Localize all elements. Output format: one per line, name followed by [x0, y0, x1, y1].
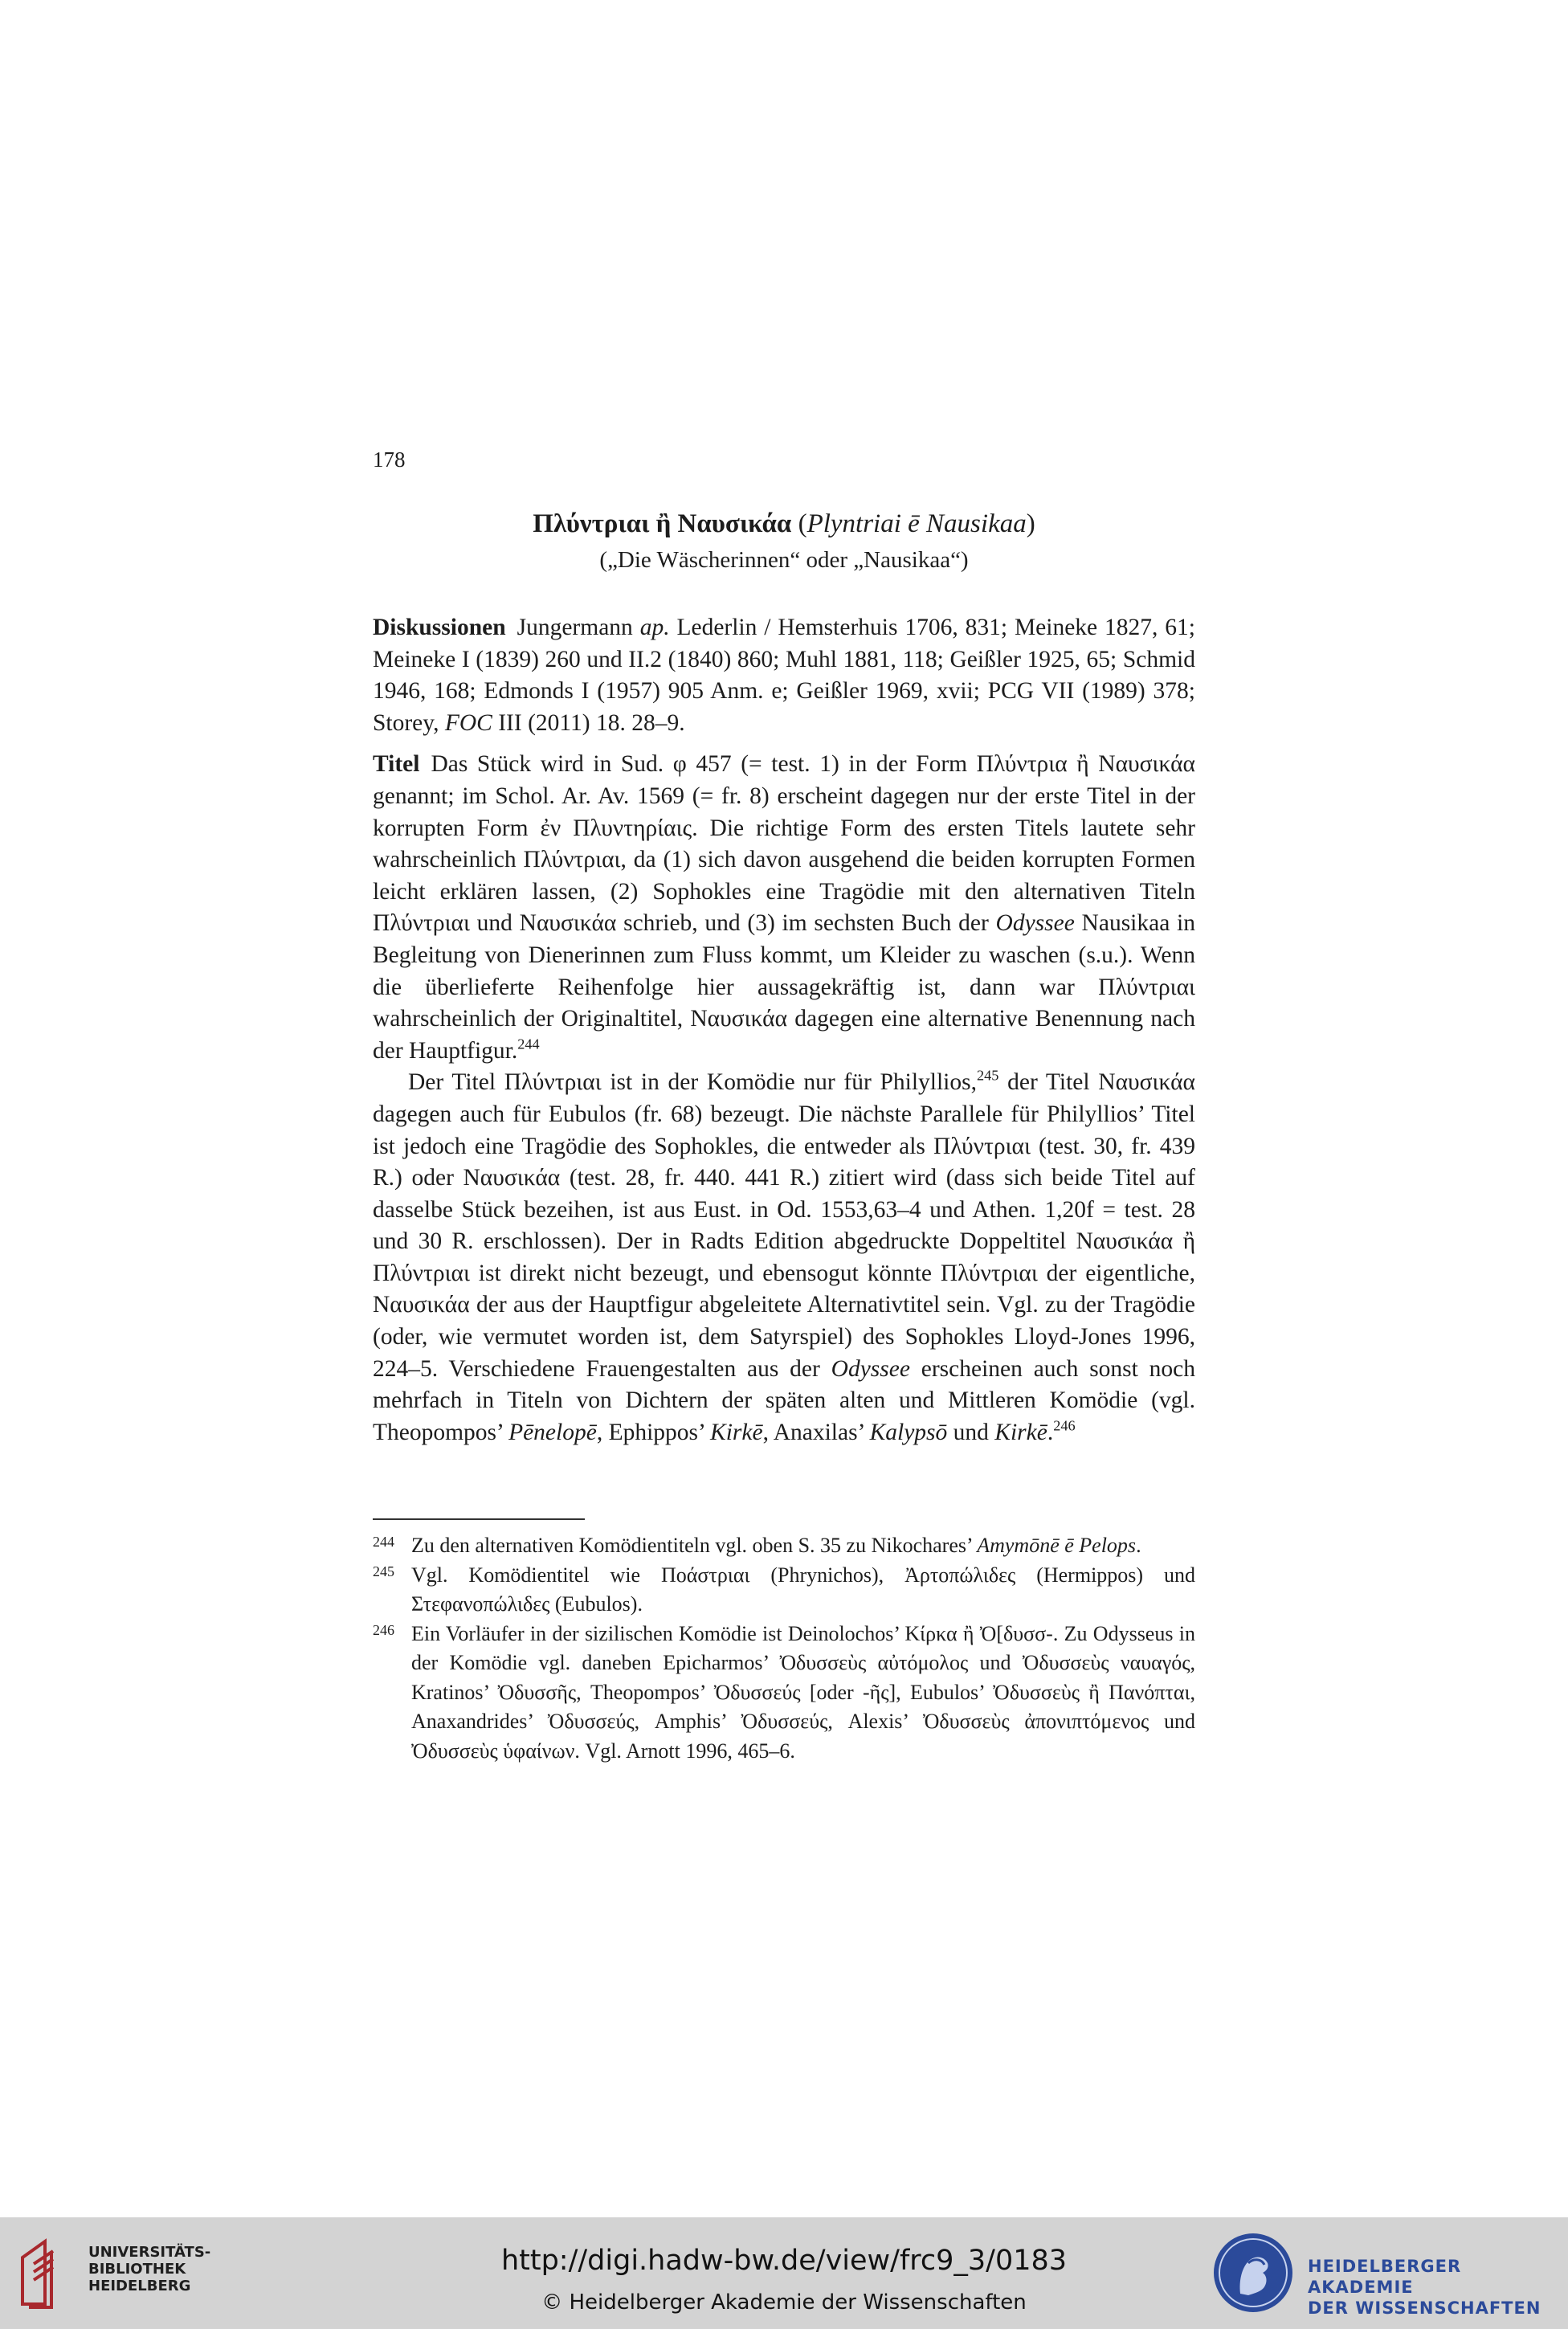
text-run: . — [1136, 1534, 1141, 1557]
text-run: Lederlin / Hemsterhuis 1706, 831; Meineke 1827, 61; Meineke I (1839) 260 und II.2 (1840) 860; Muhl 1881, 118; Geißler 1925, 65; Schmid 1946, 168; Edmonds I (1957) 905 Anm. e; Geißler 1969, xvii; PCG VII (1989) 378; Storey, — [373, 615, 1195, 736]
text-run: . — [1047, 1419, 1054, 1445]
italic-run: FOC — [444, 709, 492, 736]
page-number: 178 — [373, 447, 406, 472]
footnote-number: 245 — [373, 1563, 394, 1579]
italic-run: Odyssee — [995, 910, 1075, 937]
text-run: der Titel Ναυσικάα dagegen auch für Eubulos (fr. 68) bezeugt. Die nächste Parallele für Philyllios’ Titel ist jedoch eine Tragödie des Sophokles, die entweder als Πλύντριαι (test. 30, fr. 439 R.) oder Ναυσικάα (test. 28, fr. 440. 441 R.) zitiert wird (dass sich beide Titel auf dasselbe Stück bezeihen, ist aus Eust. in Od. 1553,63–4 und Athen. 1,20f = test. 28 und 30 R. erschlossen). Der in Radts Edition abgedruckte Doppeltitel Ναυσικάα ἢ Πλύντριαι ist direkt nicht bezeugt, und ebensogut könnte Πλύντριαι der eigentliche, Ναυσικάα der aus der Hauptfigur abgeleitete Alternativtitel sein. Vgl. zu der Tragödie (oder, wie vermutet worden ist, dem Satyrspiel) des Sophokles Lloyd-Jones 1996, 224–5. Verschiedene Frauengestalten aus der — [373, 1069, 1195, 1382]
footnote-ref-246[interactable]: 246 — [1053, 1417, 1076, 1434]
text-run: Nausikaa in Begleitung von Dienerinnen zum Fluss kommt, um Kleider zu waschen (s.u.). Wenn die überlieferte Reihenfolge hier aussagekräftig ist, dann war Πλύντριαι wahrscheinlich der Originaltitel, Ναυσικάα dagegen eine alternative Benennung nach der Hauptfigur. — [373, 910, 1195, 1064]
title-greek: Πλύντριαι ἢ Ναυσικάα — [533, 509, 792, 538]
copyright-notice: © Heidelberger Akademie der Wissenschaften — [541, 2290, 1027, 2315]
text-run: Zu den alternativen Komödientiteln vgl. oben S. 35 zu Nikochares’ — [411, 1534, 978, 1557]
footnote-number: 246 — [373, 1621, 394, 1638]
footnote-ref-245[interactable]: 245 — [976, 1067, 999, 1084]
academy-seal-icon — [1211, 2231, 1295, 2315]
italic-run: ap. — [639, 615, 670, 640]
italic-run: Kalypsō — [869, 1419, 948, 1445]
university-library-name: UNIVERSITÄTS- BIBLIOTHEK HEIDELBERG — [88, 2244, 211, 2294]
footnote-text — [411, 1531, 1195, 1561]
text-run: Das Stück wird in Sud. φ 457 (= test. 1) in der Form Πλύντρια ἢ Ναυσικάα genannt; im Schol. Ar. Av. 1569 (= fr. 8) erscheint dagegen nur der erste Titel in der korrupten Form ἐν Πλυντηρίαις. Die richtige Form des ersten Titels lautete sehr wahrscheinlich Πλύντριαι, da (1) sich davon ausgehend die beiden korrupten Formen leicht erklären lassen, (2) Sophokles eine Tragödie mit den alternativen Titeln Πλύντριαι und Ναυσικάα schrieb, und (3) im sechsten Buch der — [373, 751, 1195, 937]
text-run: , Anaxilas’ — [762, 1419, 870, 1445]
text-run: Der Titel Πλύντριαι ist in der Komödie nur für Philyllios, — [408, 1069, 977, 1096]
italic-run: Kirkē — [710, 1419, 763, 1445]
source-url-link[interactable]: http://digi.hadw-bw.de/view/frc9_3/0183 — [500, 2245, 1068, 2277]
titel-paragraph — [373, 749, 1195, 1067]
text-run: Jungermann — [517, 615, 640, 640]
footnote-244 — [373, 1531, 1195, 1561]
text-run: , Ephippos’ — [596, 1419, 711, 1445]
title-open-paren: ( — [791, 509, 807, 538]
main-text — [373, 612, 1195, 1448]
footnote-number: 244 — [373, 1534, 394, 1550]
titel-label: Titel — [373, 751, 420, 778]
footnotes — [373, 1531, 1195, 1766]
text-run: III (2011) 18. 28–9. — [492, 709, 685, 736]
second-paragraph — [373, 1067, 1195, 1448]
italic-run: Odyssee — [831, 1355, 910, 1382]
academy-name: HEIDELBERGER AKADEMIE DER WISSENSCHAFTEN — [1308, 2257, 1541, 2318]
title-close-paren: ) — [1026, 509, 1035, 538]
footnote-245 — [373, 1561, 1195, 1620]
italic-run: Pēnelopē — [508, 1419, 597, 1445]
entry-title — [373, 506, 1195, 541]
footnote-text: Vgl. Komödientitel wie Ποάστριαι (Phrynichos), Ἀρτοπώλιδες (Hermippos) und Στεφανοπώλιδες (Eubulos). — [411, 1563, 1195, 1616]
title-transliteration: Plyntriai ē Nausikaa — [806, 509, 1027, 538]
footnote-ref-244[interactable]: 244 — [517, 1036, 540, 1052]
text-run: erscheinen auch sonst noch mehrfach in Titeln von Dichtern der späten alten und Mittleren Komödie (vgl. Theopompos’ — [373, 1355, 1196, 1445]
italic-run: Amymōnē ē Pelops — [977, 1534, 1137, 1557]
entry-title-block — [373, 506, 1195, 576]
footnote-246 — [373, 1620, 1195, 1767]
entry-subtitle: („Die Wäscherinnen“ oder „Nausikaa“) — [599, 547, 969, 573]
footnote-divider — [373, 1518, 585, 1520]
italic-run: Kirkē — [994, 1419, 1047, 1445]
diskussionen-label: Diskussionen — [373, 615, 506, 640]
footnote-text: Ein Vorläufer in der sizilischen Komödie ist Deinolochos’ Κίρκα ἢ Ὀ[δυσσ-. Zu Odysseus in der Komödie vgl. daneben Epicharmos’ Ὀδυσσεὺς αὐτόμολος und Ὀδυσσεὺς ναυαγός, Kratinos’ Ὀδυσσῆς, Theopompos’ Ὀδυσσεύς [oder -ῆς], Eubulos’ Ὀδυσσεὺς ἢ Πανόπται, Anaxandrides’ Ὀδυσσεύς, Amphis’ Ὀδυσσεύς, Alexis’ Ὀδυσσεὺς ἀπονιπτόμενος und Ὀδυσσεὺς ὑφαίνων. Vgl. Arnott 1996, 465–6. — [411, 1621, 1195, 1763]
diskussionen-paragraph — [373, 612, 1195, 739]
text-run: und — [947, 1419, 995, 1445]
